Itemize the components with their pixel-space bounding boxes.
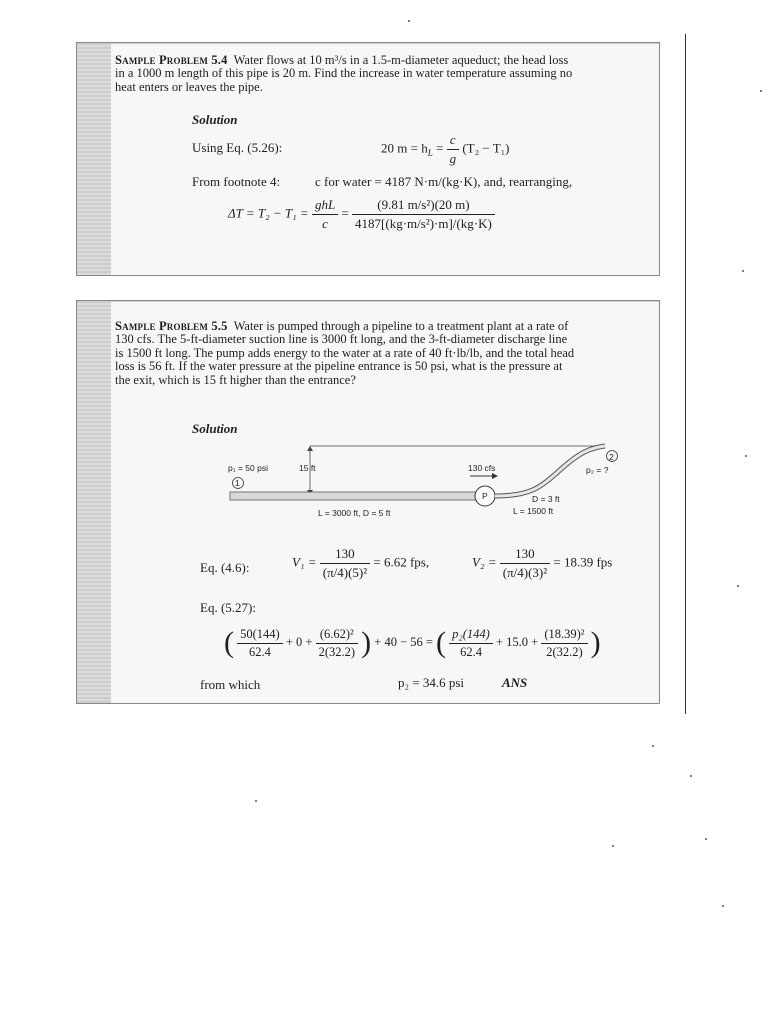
eq2-f1-den: c <box>322 216 328 231</box>
v1-left: V₁ = <box>292 554 317 570</box>
v1-num: 130 <box>320 546 370 564</box>
scan-speck <box>760 90 762 92</box>
e-fraction-4 <box>541 627 587 660</box>
pipeline-diagram <box>200 440 640 530</box>
from-which-label: from which <box>200 677 261 692</box>
solution-label-1: Solution <box>192 112 238 127</box>
scan-speck <box>652 745 654 747</box>
arrowhead-up <box>307 446 313 451</box>
e-f3-num: p₂(144) <box>449 627 493 644</box>
scan-speck <box>742 270 744 272</box>
left-paren-2: ( <box>436 626 447 659</box>
v1-fraction <box>320 546 370 581</box>
velocity-1-equation <box>292 546 429 581</box>
scan-shadow-strip-2 <box>77 301 111 703</box>
e-f3-den: 62.4 <box>460 644 482 659</box>
flow-arrowhead <box>492 473 498 479</box>
eq1-fraction <box>447 132 460 167</box>
footnote-text: c for water = 4187 N·m/(kg·K), and, rearranging, <box>315 174 573 189</box>
problem-5-4-statement <box>115 54 577 94</box>
e-f1-den: 62.4 <box>248 644 271 659</box>
e-f2-den: 2(32.2) <box>318 644 356 659</box>
e-f2-num: (6.62)² <box>316 627 358 644</box>
e-fraction-1 <box>237 627 283 660</box>
point-2-label: 2 <box>609 452 614 462</box>
p1-label: p₁ = 50 psi <box>228 463 268 473</box>
scan-speck <box>612 845 614 847</box>
eq2-fraction-1 <box>312 197 338 232</box>
v2-fraction <box>500 546 550 581</box>
e-f4-num: (18.39)² <box>541 627 587 644</box>
solution-label-2: Solution <box>192 421 238 436</box>
height-label: 15 ft <box>299 463 316 473</box>
scan-shadow-strip <box>77 43 111 275</box>
e-plus-zero: + 0 + <box>285 634 313 649</box>
scan-speck <box>255 800 257 802</box>
flow-label: 130 cfs <box>468 463 496 473</box>
eq2-f1-num: ghL <box>312 197 338 215</box>
e-fraction-3 <box>449 627 493 660</box>
eq1-left: 20 m = h <box>381 140 428 156</box>
result-pressure: p₂ = 34.6 psi <box>398 675 465 690</box>
v2-den: (π/4)(3)² <box>502 565 548 580</box>
e-fraction-2 <box>316 627 358 660</box>
equation-5-26: 20 $m = h_L$ = $\frac{c}{g}$ (T₂ − T₁) <box>381 132 510 166</box>
eq1-den: g <box>449 151 457 166</box>
discharge-diameter-label: D = 3 ft <box>532 494 560 504</box>
eq1-num: c <box>447 132 460 150</box>
e-middle: + 40 − 56 = <box>374 634 433 649</box>
problem-5-4-heading: Sample Problem 5.4 <box>115 53 228 67</box>
suction-line-label: L = 3000 ft, D = 5 ft <box>318 508 391 518</box>
eq2-left: ΔT = T₂ − T₁ = <box>228 205 309 221</box>
eq-4-6-label: Eq. (4.6): <box>200 560 250 575</box>
eq2-f2-den: 4187[(kg·m/s²)·m]/(kg·K) <box>355 216 492 231</box>
using-eq-label: Using Eq. (5.26): <box>192 140 283 155</box>
velocity-2-equation <box>472 546 612 581</box>
left-paren-1: ( <box>224 626 234 659</box>
eq2-f2-num: (9.81 m/s²)(20 m) <box>352 197 495 215</box>
problem-5-5-statement <box>115 320 577 387</box>
scan-speck <box>705 838 707 840</box>
eq-5-27-label: Eq. (5.27): <box>200 600 256 615</box>
answer-mark: ANS <box>502 675 528 690</box>
problem-5-5-heading: Sample Problem 5.5 <box>115 319 228 333</box>
energy-equation <box>224 626 601 660</box>
scan-speck <box>722 905 724 907</box>
discharge-line-label: L = 1500 ft <box>513 506 554 516</box>
e-plus-fifteen: + 15.0 + <box>495 634 539 649</box>
right-paren-2: ) <box>590 626 601 659</box>
v2-num: 130 <box>500 546 550 564</box>
suction-pipe <box>230 492 478 500</box>
problem-5-4-text: Water flows at 10 m³/s in a 1.5-m-diameter aqueduct; the head loss in a 1000 m length of this pipe is 20 m. Find the increase in water temperature assuming no heat enters or leaves the pipe. <box>115 53 573 94</box>
eq1-rest: (T₂ − T₁) <box>462 140 510 156</box>
v2-result: = 18.39 fps <box>553 554 613 570</box>
page-edge-line <box>685 34 686 714</box>
scan-speck <box>690 775 692 777</box>
scan-speck <box>745 455 747 457</box>
v1-den: (π/4)(5)² <box>322 565 368 580</box>
p2-label: p₂ = ? <box>586 465 609 475</box>
footnote-label: From footnote 4: <box>192 174 281 189</box>
scan-speck <box>408 20 410 22</box>
scan-speck <box>737 585 739 587</box>
eq2-fraction-2 <box>352 197 495 232</box>
e-f1-num: 50(144) <box>237 627 283 644</box>
v1-result: = 6.62 fps, <box>373 554 430 570</box>
e-f4-den: 2(32.2) <box>546 644 583 659</box>
problem-5-5-text: Water is pumped through a pipeline to a treatment plant at a rate of 130 cfs. The 5-ft-diameter suction line is 3000 ft long, and the 3-ft-diameter discharge line is 1500 ft long. The pump adds energy to the water at a rate of 40 ft·lb/lb, and the total head loss is 56 ft. If the water pressure at the pipeline entrance is 50 psi, what is the pressure at the exit, which is 15 ft higher than the entrance? <box>115 319 575 387</box>
point-1-label: 1 <box>235 478 240 488</box>
v2-left: V₂ = <box>472 554 497 570</box>
pump-label: P <box>482 491 488 501</box>
right-paren-1: ) <box>361 626 372 659</box>
eq2-equals: = <box>341 205 349 221</box>
equation-delta-t <box>228 197 495 232</box>
eq1-sub: L <box>427 148 433 159</box>
